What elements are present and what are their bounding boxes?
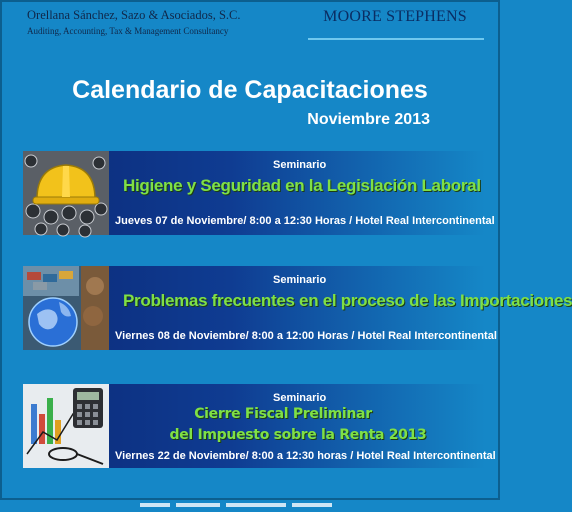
event-title-line-1: Cierre Fiscal Preliminar bbox=[194, 406, 372, 422]
calculator-chart-image bbox=[23, 384, 109, 468]
event-details: Viernes 08 de Noviembre/ 8:00 a 12:00 Horas / Hotel Real Intercontinental bbox=[115, 330, 497, 342]
event-title: Higiene y Seguridad en la Legislación Laboral bbox=[123, 176, 481, 195]
globe-port-image bbox=[23, 266, 109, 350]
event-title-line-2: del Impuesto sobre la Renta 2013 bbox=[169, 427, 427, 443]
event-type-label: Seminario bbox=[273, 159, 327, 171]
hard-hat-image bbox=[23, 151, 109, 235]
event-band-2 bbox=[23, 266, 572, 350]
footer-cut-off-text bbox=[130, 494, 370, 500]
brand-underline bbox=[308, 38, 484, 40]
event-title: Problemas frecuentes en el proceso de las Importaciones bbox=[123, 291, 572, 310]
event-details: Viernes 22 de Noviembre/ 8:00 a 12:30 horas / Hotel Real Intercontinental bbox=[115, 450, 496, 462]
event-band-1 bbox=[23, 151, 495, 235]
header bbox=[0, 0, 500, 50]
event-type-label: Seminario bbox=[273, 392, 327, 404]
brand-logo: MOORE STEPHENS bbox=[323, 8, 467, 25]
event-type-label: Seminario bbox=[273, 274, 327, 286]
page-title: Calendario de Capacitaciones bbox=[72, 76, 428, 104]
firm-tagline: Auditing, Accounting, Tax & Management Consultancy bbox=[27, 26, 229, 36]
event-details: Jueves 07 de Noviembre/ 8:00 a 12:30 Horas / Hotel Real Intercontinental bbox=[115, 215, 495, 227]
firm-name: Orellana Sánchez, Sazo & Asociados, S.C. bbox=[27, 8, 241, 22]
event-band-3 bbox=[23, 384, 496, 468]
page-subtitle: Noviembre 2013 bbox=[307, 111, 430, 128]
